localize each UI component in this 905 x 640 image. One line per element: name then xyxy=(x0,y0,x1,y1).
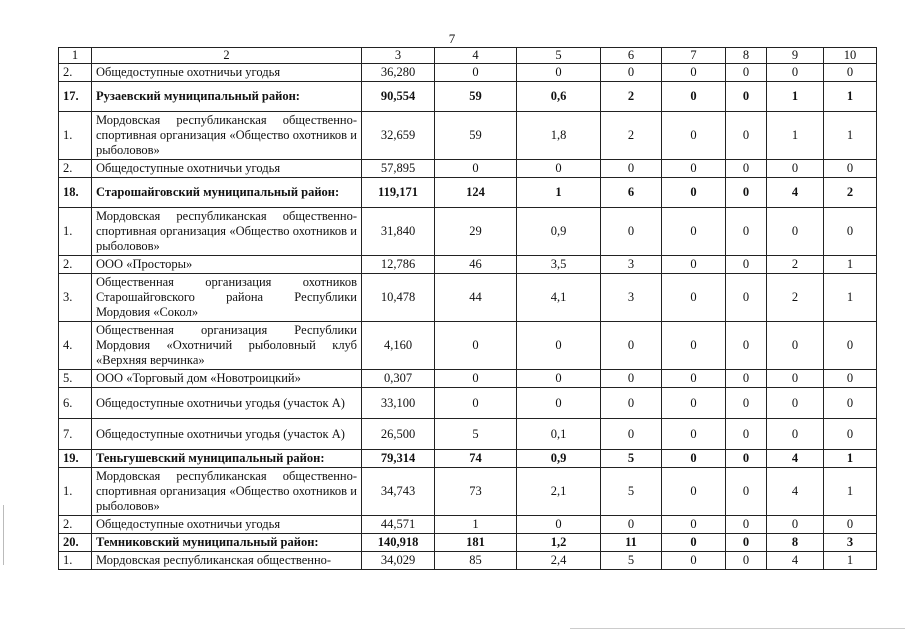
cell-col8: 0 xyxy=(726,534,767,552)
cell-name: Мордовская республиканская общественно-спортивная организация «Общество охотников и рыболовов» xyxy=(92,208,362,256)
cell-density: 0,1 xyxy=(517,419,601,450)
table-row xyxy=(59,419,877,450)
cell-count: 46 xyxy=(435,256,517,274)
cell-density: 0 xyxy=(517,370,601,388)
cell-col8: 0 xyxy=(726,274,767,322)
cell-col9: 0 xyxy=(767,419,824,450)
table-row xyxy=(59,552,877,570)
cell-count: 0 xyxy=(435,64,517,82)
cell-col7: 0 xyxy=(662,112,726,160)
cell-density: 3,5 xyxy=(517,256,601,274)
cell-name: Общедоступные охотничьи угодья xyxy=(92,516,362,534)
cell-col10: 1 xyxy=(824,552,877,570)
cell-col10: 0 xyxy=(824,208,877,256)
cell-col7: 0 xyxy=(662,534,726,552)
cell-col6: 0 xyxy=(601,160,662,178)
cell-col6: 3 xyxy=(601,274,662,322)
cell-row-number: 1. xyxy=(59,112,92,160)
cell-col8: 0 xyxy=(726,388,767,419)
header-cell-3: 3 xyxy=(362,48,435,64)
cell-density: 0 xyxy=(517,64,601,82)
cell-col8: 0 xyxy=(726,450,767,468)
cell-count: 0 xyxy=(435,160,517,178)
cell-density: 0 xyxy=(517,160,601,178)
cell-col10: 0 xyxy=(824,322,877,370)
cell-col10: 1 xyxy=(824,256,877,274)
cell-col10: 0 xyxy=(824,370,877,388)
scan-edge-mark xyxy=(3,505,4,565)
cell-density: 2,4 xyxy=(517,552,601,570)
cell-density: 1 xyxy=(517,178,601,208)
cell-count: 44 xyxy=(435,274,517,322)
cell-col6: 3 xyxy=(601,256,662,274)
cell-col10: 1 xyxy=(824,274,877,322)
cell-row-number: 2. xyxy=(59,160,92,178)
cell-col9: 0 xyxy=(767,208,824,256)
cell-count: 1 xyxy=(435,516,517,534)
cell-row-number: 19. xyxy=(59,450,92,468)
cell-col7: 0 xyxy=(662,322,726,370)
cell-col6: 2 xyxy=(601,82,662,112)
cell-col7: 0 xyxy=(662,468,726,516)
cell-col8: 0 xyxy=(726,178,767,208)
cell-row-number: 4. xyxy=(59,322,92,370)
table-row xyxy=(59,256,877,274)
cell-area: 57,895 xyxy=(362,160,435,178)
cell-col7: 0 xyxy=(662,64,726,82)
cell-col10: 2 xyxy=(824,178,877,208)
cell-area: 119,171 xyxy=(362,178,435,208)
cell-col10: 0 xyxy=(824,516,877,534)
cell-col7: 0 xyxy=(662,516,726,534)
cell-col7: 0 xyxy=(662,388,726,419)
cell-col9: 0 xyxy=(767,388,824,419)
cell-col10: 1 xyxy=(824,468,877,516)
cell-col10: 0 xyxy=(824,388,877,419)
cell-col6: 0 xyxy=(601,64,662,82)
cell-area: 10,478 xyxy=(362,274,435,322)
cell-area: 33,100 xyxy=(362,388,435,419)
cell-col6: 0 xyxy=(601,322,662,370)
cell-count: 0 xyxy=(435,370,517,388)
cell-name: Мордовская республиканская общественно-спортивная организация «Общество охотников и рыболовов» xyxy=(92,112,362,160)
cell-row-number: 7. xyxy=(59,419,92,450)
cell-count: 124 xyxy=(435,178,517,208)
cell-col8: 0 xyxy=(726,552,767,570)
header-cell-8: 8 xyxy=(726,48,767,64)
cell-col6: 5 xyxy=(601,450,662,468)
cell-col9: 1 xyxy=(767,82,824,112)
cell-name: ООО «Торговый дом «Новотроицкий» xyxy=(92,370,362,388)
cell-col9: 0 xyxy=(767,370,824,388)
cell-row-number: 6. xyxy=(59,388,92,419)
cell-col10: 3 xyxy=(824,534,877,552)
cell-col7: 0 xyxy=(662,419,726,450)
cell-density: 2,1 xyxy=(517,468,601,516)
cell-col8: 0 xyxy=(726,468,767,516)
cell-col6: 0 xyxy=(601,516,662,534)
cell-count: 85 xyxy=(435,552,517,570)
cell-density: 0 xyxy=(517,322,601,370)
header-cell-10: 10 xyxy=(824,48,877,64)
header-cell-7: 7 xyxy=(662,48,726,64)
cell-count: 59 xyxy=(435,82,517,112)
cell-name: Общедоступные охотничьи угодья xyxy=(92,64,362,82)
header-cell-5: 5 xyxy=(517,48,601,64)
cell-area: 26,500 xyxy=(362,419,435,450)
cell-col9: 0 xyxy=(767,160,824,178)
cell-col7: 0 xyxy=(662,274,726,322)
cell-col9: 4 xyxy=(767,468,824,516)
cell-col8: 0 xyxy=(726,82,767,112)
cell-count: 5 xyxy=(435,419,517,450)
header-cell-4: 4 xyxy=(435,48,517,64)
cell-col6: 2 xyxy=(601,112,662,160)
cell-density: 0,9 xyxy=(517,450,601,468)
header-cell-9: 9 xyxy=(767,48,824,64)
page-number: 7 xyxy=(448,31,456,46)
cell-name: Темниковский муниципальный район: xyxy=(92,534,362,552)
cell-count: 74 xyxy=(435,450,517,468)
table-row xyxy=(59,208,877,256)
cell-col10: 0 xyxy=(824,160,877,178)
cell-col9: 0 xyxy=(767,64,824,82)
cell-name: Мордовская республиканская общественно-спортивная организация «Общество охотников и рыболовов» xyxy=(92,468,362,516)
cell-col9: 1 xyxy=(767,112,824,160)
cell-density: 4,1 xyxy=(517,274,601,322)
cell-col6: 0 xyxy=(601,419,662,450)
cell-col7: 0 xyxy=(662,208,726,256)
table-row xyxy=(59,370,877,388)
cell-col10: 0 xyxy=(824,419,877,450)
table-row xyxy=(59,388,877,419)
header-cell-6: 6 xyxy=(601,48,662,64)
cell-col8: 0 xyxy=(726,208,767,256)
scan-bottom-rule xyxy=(570,628,905,629)
cell-col9: 0 xyxy=(767,322,824,370)
cell-row-number: 1. xyxy=(59,552,92,570)
cell-area: 32,659 xyxy=(362,112,435,160)
cell-area: 79,314 xyxy=(362,450,435,468)
cell-row-number: 1. xyxy=(59,208,92,256)
cell-col7: 0 xyxy=(662,82,726,112)
cell-count: 59 xyxy=(435,112,517,160)
cell-density: 0 xyxy=(517,516,601,534)
cell-name: ООО «Просторы» xyxy=(92,256,362,274)
cell-col7: 0 xyxy=(662,450,726,468)
cell-name: Теньгушевский муниципальный район: xyxy=(92,450,362,468)
cell-name: Рузаевский муниципальный район: xyxy=(92,82,362,112)
cell-density: 1,8 xyxy=(517,112,601,160)
cell-col6: 5 xyxy=(601,468,662,516)
hunting-grounds-table xyxy=(58,47,877,570)
cell-density: 1,2 xyxy=(517,534,601,552)
cell-col7: 0 xyxy=(662,370,726,388)
cell-col10: 1 xyxy=(824,82,877,112)
cell-row-number: 18. xyxy=(59,178,92,208)
cell-col9: 4 xyxy=(767,552,824,570)
cell-col6: 5 xyxy=(601,552,662,570)
cell-col10: 1 xyxy=(824,450,877,468)
cell-count: 29 xyxy=(435,208,517,256)
cell-col8: 0 xyxy=(726,160,767,178)
cell-count: 73 xyxy=(435,468,517,516)
cell-area: 34,743 xyxy=(362,468,435,516)
cell-count: 181 xyxy=(435,534,517,552)
cell-col9: 2 xyxy=(767,274,824,322)
cell-name: Общедоступные охотничьи угодья xyxy=(92,160,362,178)
table-row xyxy=(59,322,877,370)
table-row xyxy=(59,468,877,516)
cell-row-number: 2. xyxy=(59,256,92,274)
cell-density: 0,6 xyxy=(517,82,601,112)
cell-col7: 0 xyxy=(662,178,726,208)
cell-name: Мордовская республиканская общественно- xyxy=(92,552,362,570)
cell-row-number: 3. xyxy=(59,274,92,322)
cell-col7: 0 xyxy=(662,256,726,274)
cell-name: Общедоступные охотничьи угодья (участок А) xyxy=(92,419,362,450)
cell-area: 90,554 xyxy=(362,82,435,112)
table-row xyxy=(59,112,877,160)
cell-area: 34,029 xyxy=(362,552,435,570)
cell-col8: 0 xyxy=(726,256,767,274)
table-row xyxy=(59,450,877,468)
table-row xyxy=(59,178,877,208)
table-row xyxy=(59,516,877,534)
cell-col8: 0 xyxy=(726,322,767,370)
table-row xyxy=(59,274,877,322)
cell-col10: 1 xyxy=(824,112,877,160)
cell-density: 0,9 xyxy=(517,208,601,256)
cell-col9: 4 xyxy=(767,450,824,468)
cell-name: Общественная организация Республики Мордовия «Охотничий рыболовный клуб «Верхняя верчинка» xyxy=(92,322,362,370)
cell-col7: 0 xyxy=(662,552,726,570)
cell-name: Общедоступные охотничьи угодья (участок А) xyxy=(92,388,362,419)
cell-name: Старошайговский муниципальный район: xyxy=(92,178,362,208)
table-row xyxy=(59,160,877,178)
cell-row-number: 2. xyxy=(59,516,92,534)
header-cell-1: 1 xyxy=(59,48,92,64)
cell-col6: 0 xyxy=(601,208,662,256)
cell-row-number: 20. xyxy=(59,534,92,552)
cell-density: 0 xyxy=(517,388,601,419)
cell-col8: 0 xyxy=(726,370,767,388)
cell-count: 0 xyxy=(435,322,517,370)
cell-col6: 11 xyxy=(601,534,662,552)
cell-area: 36,280 xyxy=(362,64,435,82)
cell-col6: 0 xyxy=(601,388,662,419)
cell-area: 4,160 xyxy=(362,322,435,370)
cell-col9: 4 xyxy=(767,178,824,208)
cell-row-number: 2. xyxy=(59,64,92,82)
cell-col7: 0 xyxy=(662,160,726,178)
cell-col8: 0 xyxy=(726,516,767,534)
cell-row-number: 1. xyxy=(59,468,92,516)
cell-col8: 0 xyxy=(726,112,767,160)
cell-name: Общественная организация охотников Старошайговского района Республики Мордовия «Сокол» xyxy=(92,274,362,322)
table-header-row xyxy=(59,48,877,64)
cell-area: 140,918 xyxy=(362,534,435,552)
cell-col9: 2 xyxy=(767,256,824,274)
header-cell-2: 2 xyxy=(92,48,362,64)
cell-area: 12,786 xyxy=(362,256,435,274)
cell-col6: 6 xyxy=(601,178,662,208)
table-row xyxy=(59,534,877,552)
cell-area: 44,571 xyxy=(362,516,435,534)
cell-col9: 8 xyxy=(767,534,824,552)
table-row xyxy=(59,82,877,112)
cell-area: 0,307 xyxy=(362,370,435,388)
cell-area: 31,840 xyxy=(362,208,435,256)
cell-col9: 0 xyxy=(767,516,824,534)
cell-col8: 0 xyxy=(726,64,767,82)
cell-row-number: 5. xyxy=(59,370,92,388)
cell-row-number: 17. xyxy=(59,82,92,112)
cell-count: 0 xyxy=(435,388,517,419)
table-row xyxy=(59,64,877,82)
cell-col10: 0 xyxy=(824,64,877,82)
cell-col6: 0 xyxy=(601,370,662,388)
cell-col8: 0 xyxy=(726,419,767,450)
